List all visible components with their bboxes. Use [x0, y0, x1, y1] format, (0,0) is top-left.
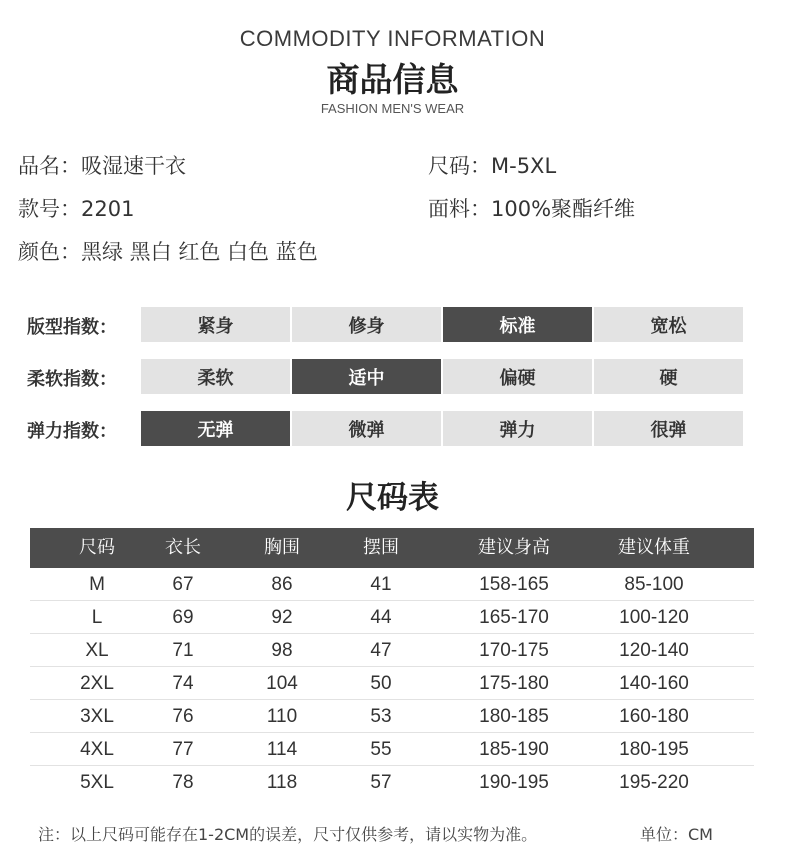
table-header-cell: 衣长: [165, 537, 201, 558]
table-cell: 41: [370, 574, 392, 595]
table-header-cell: 摆围: [363, 537, 399, 558]
table-header-cell: 尺码: [79, 537, 115, 558]
info-color: 颜色：黑绿 黑白 红色 白色 蓝色: [18, 240, 318, 264]
table-cell: 180-195: [619, 739, 689, 760]
info-size: 尺码：M-5XL: [428, 154, 557, 178]
table-cell: 86: [271, 574, 293, 595]
footer-unit: 单位：CM: [640, 825, 713, 844]
table-cell: 120-140: [619, 640, 689, 661]
table-cell: 175-180: [479, 673, 549, 694]
table-cell: 69: [172, 607, 194, 628]
table-cell: XL: [85, 640, 109, 661]
table-cell: 5XL: [80, 772, 114, 793]
table-cell: L: [91, 607, 103, 628]
table-cell: 100-120: [619, 607, 689, 628]
table-cell: 77: [172, 739, 194, 760]
table-cell: 3XL: [80, 706, 114, 727]
index-option-selected: 标准: [443, 307, 592, 342]
index-option: 修身: [292, 307, 441, 342]
index-option: 紧身: [141, 307, 290, 342]
table-row: [30, 733, 754, 766]
index-option: 宽松: [594, 307, 743, 342]
table-cell: 74: [172, 673, 194, 694]
table-cell: 92: [271, 607, 293, 628]
index-option: 微弹: [292, 411, 441, 446]
index-option: 很弹: [594, 411, 743, 446]
table-cell: M: [89, 574, 105, 595]
table-cell: 110: [266, 706, 298, 727]
table-row: [30, 601, 754, 634]
table-cell: 180-185: [479, 706, 549, 727]
table-cell: 104: [266, 673, 298, 694]
index-option-selected: 适中: [292, 359, 441, 394]
footer-note: 注：以上尺码可能存在1-2CM的误差，尺寸仅供参考，请以实物为准。: [38, 825, 538, 844]
table-cell: 2XL: [80, 673, 114, 694]
table-header-cell: 胸围: [264, 537, 300, 558]
table-row: [30, 700, 754, 733]
table-cell: 50: [370, 673, 392, 694]
info-style-no: 款号：2201: [18, 197, 135, 221]
table-cell: 170-175: [479, 640, 549, 661]
header-title-cn: 商品信息: [326, 60, 459, 99]
table-row: [30, 568, 754, 601]
table-cell: 55: [370, 739, 392, 760]
size-table-header: [30, 528, 754, 568]
size-table-title: 尺码表: [346, 480, 439, 516]
table-cell: 85-100: [624, 574, 684, 595]
index-label: 弹力指数：: [27, 421, 117, 442]
table-cell: 53: [370, 706, 392, 727]
header-title-en: COMMODITY INFORMATION: [239, 26, 546, 51]
table-cell: 76: [172, 706, 194, 727]
table-row: [30, 766, 754, 799]
table-cell: 114: [266, 739, 298, 760]
table-cell: 67: [172, 574, 194, 595]
index-option: 偏硬: [443, 359, 592, 394]
table-row: [30, 634, 754, 667]
index-options: [141, 307, 743, 342]
table-cell: 165-170: [479, 607, 549, 628]
header-subtitle: FASHION MEN'S WEAR: [320, 101, 465, 116]
table-cell: 44: [370, 607, 392, 628]
index-option: 硬: [594, 359, 743, 394]
table-cell: 158-165: [479, 574, 549, 595]
index-label: 版型指数：: [27, 317, 117, 338]
index-option: 柔软: [141, 359, 290, 394]
table-cell: 71: [172, 640, 194, 661]
table-cell: 47: [370, 640, 392, 661]
table-cell: 195-220: [619, 772, 689, 793]
info-fabric: 面料：100%聚酯纤维: [428, 197, 636, 221]
index-options: [141, 411, 743, 446]
table-cell: 57: [370, 772, 392, 793]
size-table: [30, 528, 754, 799]
size-table-body: [30, 568, 754, 799]
table-cell: 118: [266, 772, 298, 793]
table-row: [30, 667, 754, 700]
table-cell: 190-195: [479, 772, 549, 793]
table-cell: 185-190: [479, 739, 549, 760]
table-cell: 4XL: [80, 739, 114, 760]
table-cell: 78: [172, 772, 194, 793]
index-option-selected: 无弹: [141, 411, 290, 446]
table-header-cell: 建议身高: [478, 537, 550, 558]
info-name: 品名：吸湿速干衣: [18, 154, 186, 178]
table-cell: 140-160: [619, 673, 689, 694]
table-header-cell: 建议体重: [618, 537, 690, 558]
index-options: [141, 359, 743, 394]
index-option: 弹力: [443, 411, 592, 446]
table-cell: 98: [271, 640, 293, 661]
index-label: 柔软指数：: [27, 369, 117, 390]
table-cell: 160-180: [619, 706, 689, 727]
